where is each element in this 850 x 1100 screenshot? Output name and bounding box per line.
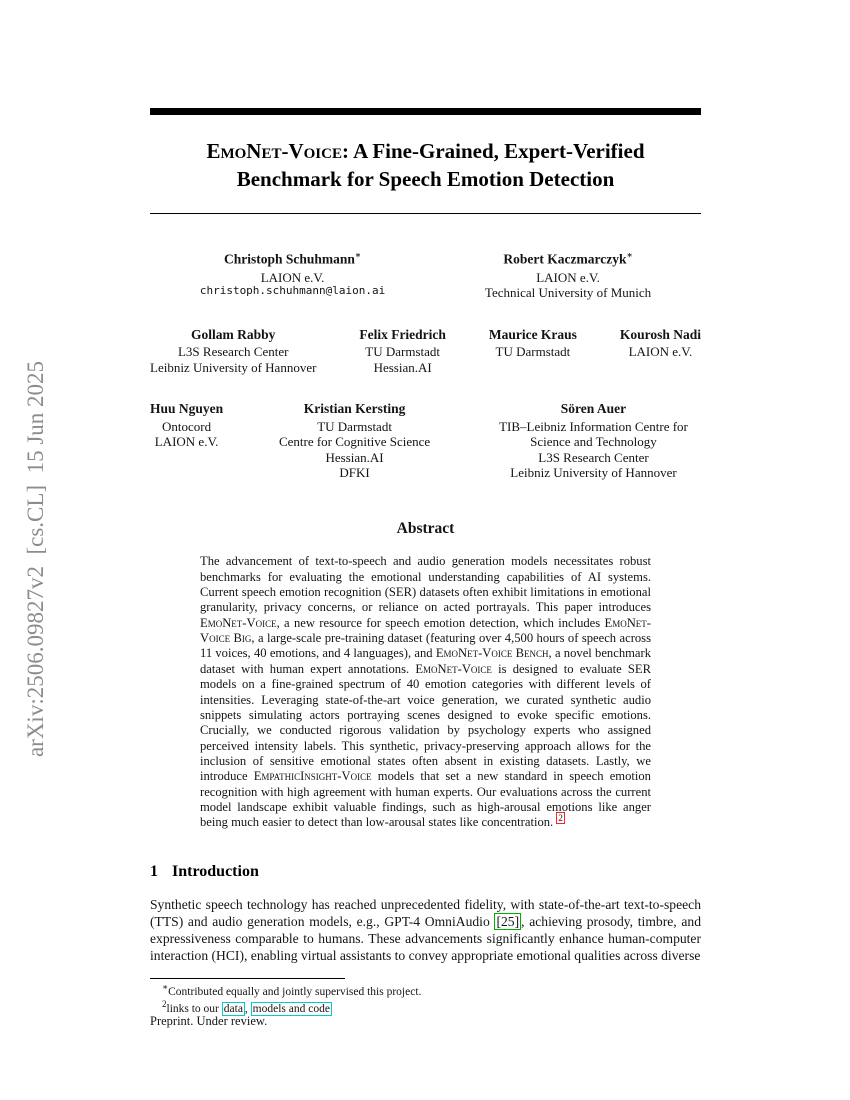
author-block (359, 327, 446, 376)
abstract-brand-text: EmoNet-Voice (200, 615, 277, 630)
arxiv-watermark: arXiv:2506.09827v2 [cs.CL] 15 Jun 2025 (23, 360, 48, 758)
abstract-body-text: , a novel benchmark dataset with human expert annotations. (200, 646, 651, 676)
author-affiliation: TU Darmstadt (495, 344, 571, 360)
paper-title-brand: EmoNet-Voice (206, 139, 342, 163)
abstract-footnote-link[interactable]: 2 (558, 813, 563, 824)
author-name: Sören Auer (560, 401, 627, 417)
footnote-links-separator: , (244, 1002, 251, 1015)
author-name: Maurice Kraus (488, 326, 577, 342)
author-email: christoph.schuhmann@laion.ai (199, 284, 386, 298)
author-affiliation: LAION e.V. (628, 344, 693, 360)
abstract-heading: Abstract (396, 520, 455, 538)
intro-text-before-citation: Synthetic speech technology has reached unprecedented fidelity, with state-of-the-art text-to-speech (TTS) and audio generation models, e.g., GPT-4 OmniAudio (150, 896, 701, 929)
intro-text-after-citation: , achieving prosody, timbre, and expressiveness comparable to humans. These advancements significantly enhance human-computer interaction (HCI), enabling virtual assistants to convey appropriate emotional qualities across diverse (150, 913, 701, 964)
footnote-link-models-and-code[interactable]: models and code (252, 1002, 330, 1015)
abstract-brand-text: EmoNet-Voice Bench (435, 646, 549, 661)
author-name: Gollam Rabby (191, 326, 276, 342)
author-block (150, 401, 223, 450)
author-affiliation: Ontocord (162, 419, 212, 435)
abstract-body-text: models that set a new standard in speech emotion recognition with high agreement with human experts. Our evaluations across the current model landscape exhibit valuable findings, such as high-arousal emotions like anger being much easier to detect than low-arousal states like concentration. (200, 769, 651, 830)
author-name-text: Christoph Schuhmann (223, 251, 355, 267)
author-block (279, 401, 430, 480)
footnote-rule (150, 978, 345, 979)
abstract-brand-text: EmoNet-Voice Big (200, 615, 651, 646)
author-mark: ∗ (626, 250, 633, 261)
abstract-body-text: The advancement of text-to-speech and audio generation models necessitates robust benchmarks for evaluating the emotional understanding capabilities of AI systems. Current speech emotion recognition (SER) datasets often exhibit limitations in emotional granularity, privacy concerns, or reliance on acted portrayals. This paper introduces (200, 554, 651, 615)
author-name-text: Robert Kaczmarczyk (503, 251, 627, 267)
footnotes (150, 984, 701, 1017)
author-name: Huu Nguyen (150, 401, 224, 417)
author-affiliation: Leibniz University of Hannover (510, 465, 677, 480)
author-affiliation: DFKI (339, 465, 370, 480)
title-rule (150, 213, 701, 214)
author-affiliation: Leibniz University of Hannover (150, 359, 317, 375)
top-rule-bar (150, 108, 701, 115)
author-affiliation: Hessian.AI (373, 359, 432, 375)
author-block (620, 327, 701, 360)
section-heading-introduction (150, 863, 701, 881)
intro-paragraph (150, 896, 701, 965)
footnote-marker-2: 2 (162, 998, 167, 1009)
paper-title-line1-rest: : A Fine-Grained, Expert-Verified (341, 139, 645, 163)
author-name: Kourosh Nadi (619, 326, 701, 342)
citation-link-25[interactable]: [25] (496, 913, 520, 929)
section-label: Introduction (172, 862, 259, 880)
author-block (200, 250, 385, 298)
author-affiliation: TU Darmstadt (317, 419, 392, 435)
paper-title (150, 138, 701, 193)
author-name (200, 250, 385, 267)
author-affiliation: TIB–Leibniz Information Centre for Science and Technology (499, 419, 688, 450)
abstract-body-text: , a large-scale pre-training dataset (featuring over 4,500 hours of speech across 11 voices, 40 emotions, and 4 languages), and (200, 631, 651, 661)
author-block (150, 327, 316, 376)
author-block (486, 401, 701, 480)
authors-row-1 (150, 250, 701, 300)
abstract-brand-text: EmoNet-Voice (415, 661, 492, 676)
author-affiliation: LAION e.V. (536, 269, 600, 285)
footnote-link-data[interactable]: data (223, 1002, 243, 1015)
footnote-contribution (150, 984, 701, 1001)
author-affiliation: Centre for Cognitive Science (278, 434, 431, 450)
author-name: Kristian Kersting (303, 401, 406, 417)
author-affiliation: Technical University of Munich (484, 285, 652, 301)
abstract-text (200, 554, 651, 830)
paper-title-line2: Benchmark for Speech Emotion Detection (236, 166, 615, 191)
footnote-links-text-before: links to our (166, 1002, 222, 1015)
section-number: 1 (150, 862, 158, 880)
authors-row-3 (150, 401, 701, 480)
author-name: Felix Friedrich (359, 326, 446, 342)
paper-content (150, 108, 701, 1017)
preprint-notice: Preprint. Under review. (150, 1014, 268, 1028)
author-affiliation: L3S Research Center (177, 344, 289, 360)
author-affiliation: LAION e.V. (260, 269, 325, 285)
authors-row-2 (150, 327, 701, 376)
author-mark: ∗ (354, 250, 362, 261)
footnote-contribution-text: Contributed equally and jointly supervised this project. (168, 985, 422, 998)
author-affiliation: LAION e.V. (154, 434, 219, 450)
abstract-body-text: is designed to evaluate SER models on a fine-grained spectrum of 40 emotion categories with different levels of intensities. Leveraging state-of-the-art voice generation, we curated synthetic audio snippets simulating actors portraying scenes designed to evoke specific emotions. Crucially, we conducted rigorous validation by psychology experts who assigned perceived intensity labels. This synthetic, privacy-preserving approach allows for the inclusion of sensitive emotional states often absent in existing datasets. Lastly, we introduce (200, 661, 651, 784)
abstract-body-text: , a new resource for speech emotion detection, which includes (276, 615, 605, 630)
author-block (489, 327, 577, 360)
author-name (485, 250, 651, 267)
author-block (485, 250, 651, 300)
paper-title-line1 (150, 138, 701, 166)
author-affiliation: Hessian.AI (325, 449, 384, 465)
author-affiliation: TU Darmstadt (365, 344, 440, 360)
footnote-marker-asterisk: ∗ (162, 982, 169, 993)
author-affiliation: L3S Research Center (538, 449, 649, 465)
abstract-brand-text: EmpathicInsight-Voice (253, 769, 372, 784)
